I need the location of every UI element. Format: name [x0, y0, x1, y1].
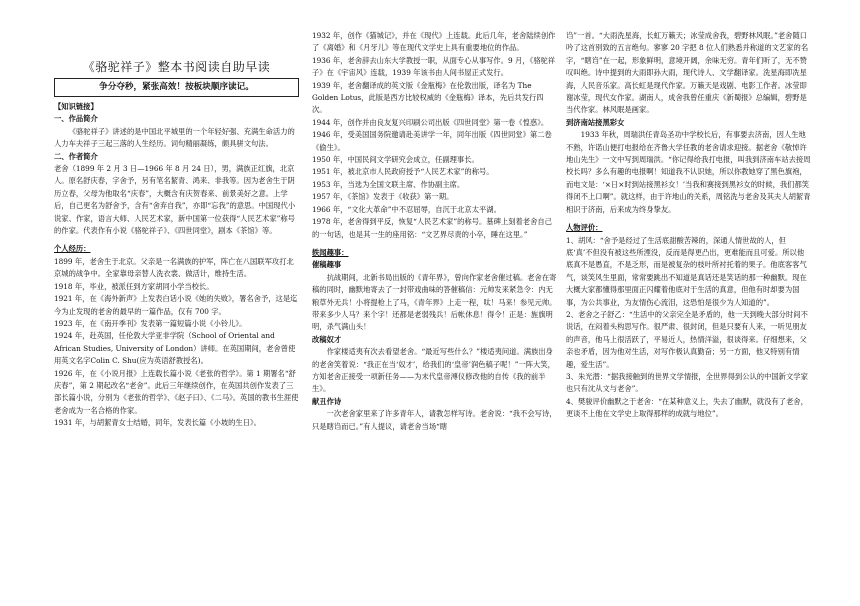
evaluation-entry: 3、朱光潜：“据我接触到的世界文学情报，全世界得到公认的中国新文学家也只有沈从文与老舍”。 [566, 371, 808, 394]
section-1-body: 《骆驼祥子》讲述的是中国北平城里的一个年轻好强、充满生命活力的人力车夫祥子三起三落的人生经历。词句精丽凝练，颇具骈文句法。 [54, 126, 295, 149]
page-title: 《骆驼祥子》整本书阅读自助早读 [82, 60, 271, 74]
anecdote-1-heading: 催稿趣事 [312, 260, 342, 270]
column-3 [566, 30, 811, 421]
section-2-heading: 二、作者简介 [54, 151, 98, 161]
history-entry: 1918 年，毕业，被派任到方家胡同小学当校长。 [54, 281, 214, 291]
anecdotes-heading: 轶闻趣事： [312, 247, 349, 257]
history-entry: 1951 年，被北京市人民政府授予“人民艺术家”的称号。 [312, 167, 494, 177]
history-entry: 1932 年，创作《猫城记》，并在《现代》上连载。此后几年，老舍陆续创作了《离婚》和《月牙儿》等在现代文学史上具有重要地位的作品。 [312, 31, 556, 53]
history-entry: 1966 年，“文化大革命”中不忍屈辱，自沉于北京太平湖。 [312, 204, 501, 214]
history-entry: 1924 年，赴英国，任伦敦大学亚非学院（School of Oriental and African Studies, University of London）讲师。在英国期间，老舍曾使用英文名字Colin C. Shu(应为英语舒教授名)。 [54, 331, 296, 366]
history-entry: 1946 年，受美国国务院邀请赴美讲学一年，同年出版《四世同堂》第二卷《偷生》。 [312, 130, 552, 152]
anecdote-3-continued: 诌”一首。“大雨洗星海，长虹万籁天；冰莹成舍我，碧野林风眠。”老舍随口吟了这首别致的五言绝句。寥寥 20 字把 8 位人们熟悉并称道的文艺家的名字，“瞎诌”在一起，形象鲜明，意境开阔，余味无穷。青年们听了，无不赞叹叫绝。诗中提到的大雨即孙大雨，现代诗人、文学翻译家。洗星海即冼星海，人民音乐家。高长虹是现代作家。万籁天是戏剧、电影工作者。冰莹即谢冰莹，现代女作家。湖南人，成舍我曾任重庆《新蜀报》总编辑，碧野是当代作家。林风眠是画家。 [566, 31, 809, 115]
section-2-body: 老舍（1899 年 2 月 3 日—1966 年 8 月 24 日），男，满族正红旗，北京人。原名舒庆春，字舍予，另有笔名絜青、鸿来、非我等。因为老舍生于阴历立春，父母为他取名“庆春”，大概含有庆贺春来、前景美好之意。上学后，自己更名为舒舍予，含有“舍弃自我”，亦即“忘我”的意思。中国现代小说家、作家，语言大师、人民艺术家，新中国第一位获得“人民艺术家”称号的作家。代表作有小说《骆驼祥子》、《四世同堂》，剧本《茶馆》等。 [54, 164, 296, 236]
history-entry: 1931 年，与胡絜青女士结婚，同年，发表长篇《小坡的生日》。 [54, 418, 261, 428]
personal-history-heading: 个人经历： [54, 244, 91, 254]
history-entry: 1953 年，当选为全国文联主席、作协副主席。 [312, 179, 465, 189]
anecdote-3-body: 一次老舍家里来了许多青年人，请教怎样写诗。老舍说：“我不会写诗，只是瞎诌而已。”有人提议，请老舍当场“瞎 [312, 409, 557, 431]
history-entry: 1978 年，老舍得到平反，恢复“人民艺术家”的称号。墓碑上刻着老舍自己的一句话，也是其一生的座用铭：“文艺界尽责的小卒，睡在这里。” [312, 217, 552, 239]
history-entry: 1923 年，在《南开季刊》发表第一篇短篇小说《小铃儿》。 [54, 318, 247, 328]
column-1 [54, 101, 299, 430]
history-entry: 1926 年，在《小说月报》上连载长篇小说《老张的哲学》。第 1 期署名“舒庆春”，第 2 期起改名“老舍”。此后三年继续创作，在英国共创作发表了三部长篇小说，分别为《老张的哲学》、《赵子曰》、《二马》。英国的教书生涯使老舍成为一名合格的作家。 [54, 368, 299, 415]
section-1-heading: 一、作品简介 [54, 114, 98, 124]
anecdote-1-body: 抗战期间，北新书局出版的《青年界》，曾向作家老舍催过稿。老舍在寄稿的同时，幽默地寄去了一封带戏曲味的答催稿信：元帅发来紧急令：内无粮草外无兵！小将提枪上了马，《青年界》上走一程，呔！马来！参见元帅。带来多少人马？来个字！还都是老弱残兵！后帐休息！得令！正是：旌旗明明，杀气满山头！ [312, 272, 557, 332]
evaluation-entry: 1、胡风：“舍予是经过了生活底甜酸苦辣的，深通人情世故的人，但底‘真’不但没有被这些所湮没，反而是得更凸出，更难能而且可爱。所以他底真不是愚直，不是乏形，而是被复杂的枝叶所衬托着的果子。他底客客气气，谈笑风生里面，常常要跳出不知道是真话还是笑话的那一种幽默。现在大概大家都懂得那里面正闪耀着他底对于生活的真意，但他有时却要为国事，为公共事业，为友情伤心流泪，这恐怕是很少为人知道的”。 [566, 235, 807, 307]
history-entry: 1939 年，老舍翻译成的英文版《金瓶梅》在伦敦出版，译名为 The Golden Lotus，此版是西方比较权威的《金瓶梅》译本，先后共发行四次。 [312, 80, 544, 115]
jinan-story-body: 1933 年秋，周瑞洪任青岛圣功中学校长后，有事要去济南，因人生地不熟，许诺山便打电报给在齐鲁大学任教的老舍请求迎接。据老舍《敬悼许地山先生》一文中写到周瑞洪。“你记得给我打电报，叫我到济南车站去接周校长吗？多么有趣的电报啊！知道我不认识她，所以你教她穿了黑色旗袍，而电文是：‘×日×时到站接黑衫女！’当我和赛接到黑衫女的时候，我们都笑得闭不上口啊”。就这样，由于许地山的关系，周铭洗与老舍及其夫人胡絜青相识于济南，后来成为终身挚友。 [566, 130, 811, 214]
history-entry: 1957 年，《茶馆》发表于《收获》第一期。 [312, 192, 454, 202]
evaluation-entry: 2、老舍之子舒乙：“生活中的父亲完全是矛盾的，他一天到晚大部分时间不说话，在闷着头构思写作。很严肃、很封闭，但是只要有人来，一听见朋友的声音，他马上很活跃了，平易近人，热情洋溢，很谈得来。仔细想来，父亲也矛盾，因为他对生活，对写作极认真勤奋；另一方面，他又特别有情趣，爱生活”。 [566, 309, 808, 369]
history-entry: 1944 年，创作并由良友复兴印刷公司出版《四世同堂》第一卷《惶惑》。 [312, 117, 549, 127]
anecdote-3-heading: 献丑作诗 [312, 396, 342, 406]
instruction-banner: 争分夺秒，紧张高效！按板块顺序读记。 [54, 78, 299, 97]
evaluation-entry: 4、樊骏评价幽默之于老舍：“在某种意义上，失去了幽默，就没有了老舍，更谈不上他在文学史上取得那样的成就与地位”。 [566, 396, 808, 419]
history-entry: 1950 年，中国民间文学研究会成立，任副理事长。 [312, 155, 479, 165]
anecdote-2-heading: 改稿奴才 [312, 334, 342, 344]
anecdote-2-body: 作家楼适夷有次去看望老舍。“最近写些什么？”楼适夷问道。满族出身的老舍笑着说：“我正在当‘奴才’，给我们的‘皇帝’润色稿子呢！”一阵大笑，方知老舍正接受一项新任务——为末代皇帝溥仪修改他的自传《我的前半生》。 [312, 347, 555, 394]
evaluations-heading: 人物评价： [566, 223, 603, 233]
history-entry: 1936 年，老舍辞去山东大学教授一职，从面专心从事写作。9 月，《骆驼祥子》在《宇宙风》连载，1939 年该书由人间书屋正式发行。 [312, 55, 556, 78]
history-entry: 1921 年，在《海外新声》上发表白话小说《她的失败》，署名舍予，这是迄今为止发现的老舍的最早的一篇作品，仅有 700 字。 [54, 294, 298, 316]
knowledge-link-heading: 【知识链接】 [54, 102, 98, 111]
history-entry: 1899 年，老舍生于北京。父亲是一名满族的护军，阵亡在八国联军攻打北京城的战争中。全家靠母亲替人洗衣裳、做活计，维持生活。 [54, 256, 294, 279]
jinan-story-heading: 到济南站接黑彩女 [566, 117, 625, 127]
column-2 [312, 30, 557, 433]
